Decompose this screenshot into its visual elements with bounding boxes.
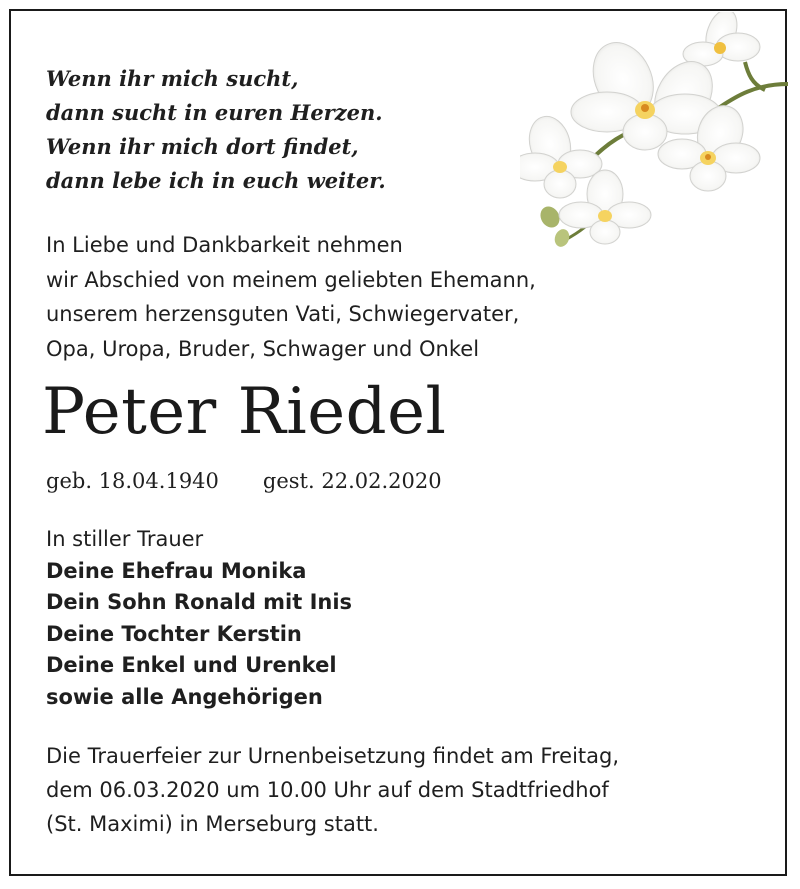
poem-line: dann sucht in euren Herzen.: [46, 100, 383, 125]
farewell-intro: [46, 228, 536, 366]
poem: [46, 62, 386, 198]
ceremony-line: dem 06.03.2020 um 10.00 Uhr auf dem Stadtfriedhof: [46, 778, 609, 802]
mourners-heading: In stiller Trauer: [46, 527, 204, 551]
mourner-name: sowie alle Angehörigen: [46, 684, 323, 709]
intro-line: unserem herzensguten Vati, Schwiegervater,: [46, 302, 520, 326]
ceremony-line: Die Trauerfeier zur Urnenbeisetzung findet am Freitag,: [46, 744, 620, 768]
intro-line: Opa, Uropa, Bruder, Schwager und Onkel: [46, 336, 480, 361]
intro-line: wir Abschied von meinem geliebten Ehemann,: [46, 267, 536, 292]
mourner-name: Deine Tochter Kerstin: [46, 621, 302, 646]
ceremony-info: [46, 739, 619, 841]
mourners-block: [46, 524, 352, 713]
mourner-name: Deine Ehefrau Monika: [46, 558, 307, 583]
ceremony-line: (St. Maximi) in Merseburg statt.: [46, 812, 379, 836]
poem-line: dann lebe ich in euch weiter.: [46, 168, 386, 193]
white-orchid-icon: [520, 12, 788, 248]
poem-line: Wenn ihr mich sucht,: [46, 66, 299, 91]
intro-line: In Liebe und Dankbarkeit nehmen: [46, 233, 403, 257]
life-dates: [46, 466, 442, 496]
poem-line: Wenn ihr mich dort findet,: [46, 134, 359, 159]
death-date: gest. 22.02.2020: [262, 469, 442, 493]
mourner-name: Dein Sohn Ronald mit Inis: [46, 590, 353, 614]
birth-date: geb. 18.04.1940: [46, 469, 219, 493]
mourner-name: Deine Enkel und Urenkel: [46, 653, 337, 677]
deceased-name: Peter Riedel: [42, 375, 447, 449]
